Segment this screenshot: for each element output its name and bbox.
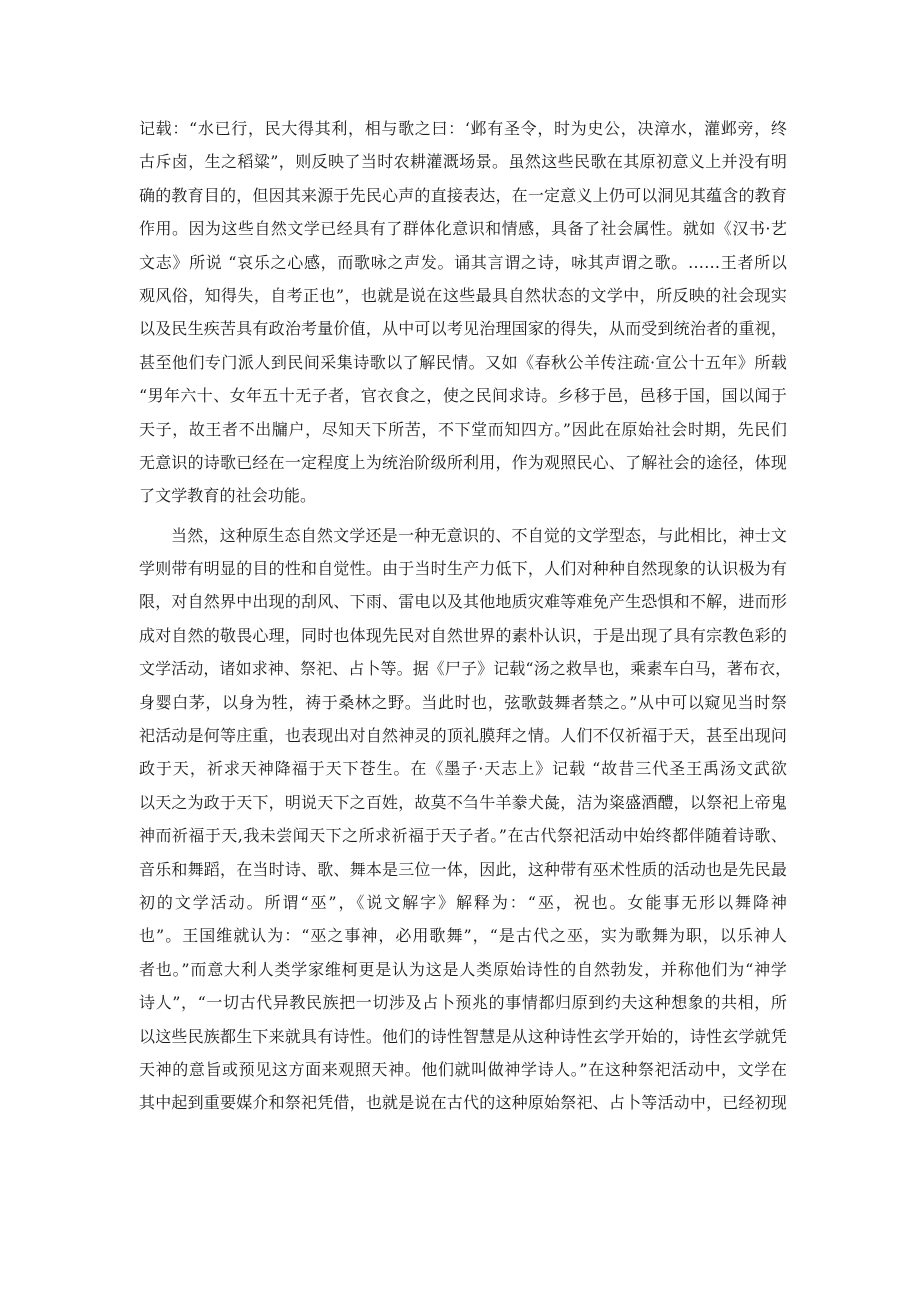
text-line: 政于天，祈求天神降福于天下苍生。在《墨子·天志上》记载 “故昔三代圣王禹汤文武欲 [139,759,787,779]
text-line: 者也。”而意大利人类学家维柯更是认为这是人类原始诗性的自然勃发，并称他们为“神学 [139,959,787,979]
text-line: 无意识的诗歌已经在一定程度上为统治阶级所利用，作为观照民心、了解社会的途径，体现 [139,452,787,472]
text-line: 音乐和舞蹈，在当时诗、歌、舞本是三位一体，因此，这种带有巫术性质的活动也是先民最 [139,859,787,879]
text-line: 神而祈福于天,我未尝闻天下之所求祈福于天子者。”在古代祭祀活动中始终都伴随着诗歌、 [139,826,787,846]
paragraph-2 [139,519,792,1120]
text-line: 身婴白茅，以身为牲，祷于桑林之野。当此时也，弦歌鼓舞者禁之。”从中可以窥见当时祭 [139,692,787,712]
text-line: 作用。因为这些自然文学已经具有了群体化意识和情感，具备了社会属性。就如《汉书·艺 [139,219,787,239]
text-line: “男年六十、女年五十无子者，官衣食之，使之民间求诗。乡移于邑，邑移于国，国以闻于 [139,386,787,406]
text-line: 以及民生疾苦具有政治考量价值，从中可以考见治理国家的得失，从而受到统治者的重视， [139,319,787,339]
text-line: 文学活动，诸如求神、祭祀、占卜等。据《尸子》记载“汤之救旱也，乘素车白马，著布衣， [139,659,792,679]
text-line: 记载：“水已行，民大得其利，相与歌之曰：‘邺有圣令，时为史公，决漳水，灌邺旁，终 [139,119,787,138]
text-line: 甚至他们专门派人到民间采集诗歌以了解民情。又如《春秋公羊传注疏·宣公十五年》所载 [139,352,787,372]
text-line: 其中起到重要媒介和祭祀凭借，也就是说在古代的这种原始祭祀、占卜等活动中，已经初现 [139,1093,787,1113]
text-line: 学则带有明显的目的性和自觉性。由于当时生产力低下，人们对种种自然现象的认识极为有 [139,559,787,579]
text-line: 天神的意旨或预见这方面来观照天神。他们就叫做神学诗人。”在这种祭祀活动中，文学在 [139,1059,787,1079]
text-line: 限，对自然界中出现的刮风、下雨、雷电以及其他地质灾难等难免产生恐惧和不解，进而形 [139,592,787,612]
document-body [139,112,792,1120]
text-line: 文志》所说 “哀乐之心感，而歌咏之声发。诵其言谓之诗，咏其声谓之歌。……王者所以 [139,252,787,272]
text-line: 成对自然的敬畏心理，同时也体现先民对自然世界的素朴认识，于是出现了具有宗教色彩的 [139,625,787,645]
text-line: 确的教育目的，但因其来源于先民心声的直接表达，在一定意义上仍可以洞见其蕴含的教育 [139,185,787,205]
text-line: 以天之为政于天下，明说天下之百姓，故莫不刍牛羊豢犬彘，洁为粢盛酒醴，以祭祀上帝鬼 [139,792,787,812]
text-line: 古斥卤，生之稻粱”，则反映了当时农耕灌溉场景。虽然这些民歌在其原初意义上并没有明 [139,152,787,172]
text-line: 观风俗，知得失，自考正也”，也就是说在这些最具自然状态的文学中，所反映的社会现实 [139,285,787,305]
text-line: 祀活动是何等庄重，也表现出对自然神灵的顶礼膜拜之情。人们不仅祈福于天，甚至出现问 [139,726,787,746]
text-line: 了文学教育的社会功能。 [139,486,317,506]
text-line: 当然，这种原生态自然文学还是一种无意识的、不自觉的文学型态，与此相比，神士文 [171,525,787,545]
paragraph-1 [139,112,787,513]
text-line: 以这些民族都生下来就具有诗性。他们的诗性智慧是从这种诗性玄学开始的，诗性玄学就凭 [139,1026,787,1046]
text-line: 诗人”，“一切古代异教民族把一切涉及占卜预兆的事情都归原到约夫这种想象的共相，所 [139,993,787,1013]
text-line: 天子，故王者不出牖户，尽知天下所苦，不下堂而知四方。”因此在原始社会时期，先民们 [139,419,787,439]
text-line: 也”。王国维就认为：“巫之事神，必用歌舞”，“是古代之巫，实为歌舞为职，以乐神人 [139,926,787,946]
text-line: 初的文学活动。所谓“巫”，《说文解字》解释为：“巫，祝也。女能事无形以舞降神 [139,892,787,912]
